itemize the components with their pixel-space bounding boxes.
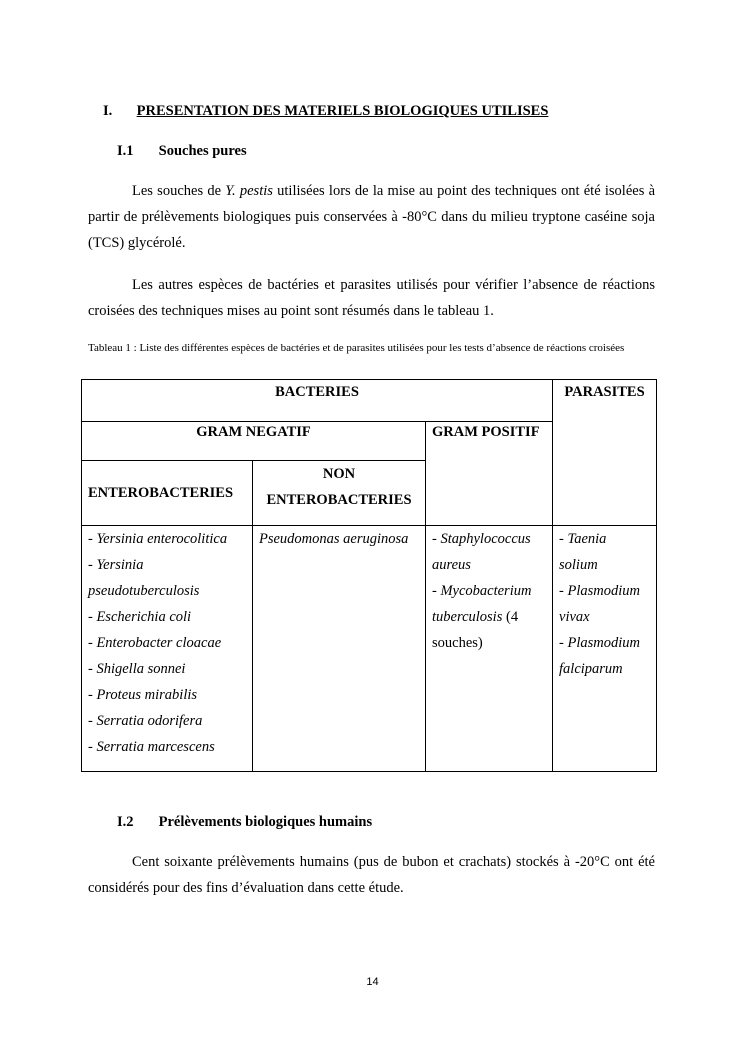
header-non-enterobacteries bbox=[253, 461, 426, 526]
list-item: - Serratia marcescens bbox=[88, 739, 215, 755]
subsection-1-title: Souches pures bbox=[158, 143, 247, 159]
list-item: - Plasmodium bbox=[559, 635, 640, 651]
section-title: PRESENTATION DES MATERIELS BIOLOGIQUES UTILISES bbox=[136, 103, 549, 119]
header-enterobacteries: ENTEROBACTERIES bbox=[82, 461, 253, 526]
header-non-enterobacteries-line2: ENTEROBACTERIES bbox=[266, 492, 412, 508]
paragraph-1 bbox=[88, 178, 655, 256]
header-non-enterobacteries-line1: NON bbox=[322, 466, 356, 482]
list-item: - Proteus mirabilis bbox=[88, 687, 198, 703]
parasites-list bbox=[553, 526, 657, 772]
list-item: - Shigella sonnei bbox=[88, 661, 186, 677]
list-item: aureus bbox=[432, 557, 471, 573]
list-item: pseudotuberculosis bbox=[88, 583, 200, 599]
subsection-2-title: Prélèvements biologiques humains bbox=[158, 814, 373, 830]
paragraph-1-part2: utilisées lors de la mise au point des techniques ont été isolées à partir de prélèvements biologiques puis conservées à -80°C dans du milieu tryptone caséine soja (TCS) glycérolé. bbox=[88, 183, 656, 251]
list-item: - Staphylococcus bbox=[432, 531, 531, 547]
table-caption: Tableau 1 : Liste des différentes espèces de bactéries et de parasites utilisées pour les tests d’absence de réactions croisées bbox=[88, 342, 625, 354]
species-table bbox=[81, 379, 657, 772]
non-enterobacteries-list bbox=[253, 526, 426, 772]
paragraph-2 bbox=[88, 272, 655, 324]
subsection-heading-1 bbox=[117, 143, 247, 160]
paragraph-3 bbox=[88, 849, 655, 901]
list-item bbox=[432, 604, 546, 630]
list-item: falciparum bbox=[559, 661, 623, 677]
list-item: Pseudomonas aeruginosa bbox=[259, 531, 409, 547]
section-heading bbox=[103, 103, 548, 120]
list-item: - Mycobacterium bbox=[432, 583, 532, 599]
paragraph-3-text: Cent soixante prélèvements humains (pus de bubon et crachats) stockés à -20°C ont été considérés pour des fins d’évaluation dans cette étude. bbox=[88, 854, 655, 896]
list-item: - Enterobacter cloacae bbox=[88, 635, 222, 651]
species-name: Y. pestis bbox=[225, 183, 273, 199]
paragraph-1-part1: Les souches de bbox=[132, 183, 226, 199]
subsection-2-number: I.2 bbox=[117, 814, 134, 830]
section-number: I. bbox=[103, 103, 113, 119]
page-number: 14 bbox=[366, 976, 379, 988]
list-item: - Escherichia coli bbox=[88, 609, 192, 625]
subsection-heading-2 bbox=[117, 814, 372, 831]
list-item: - Yersinia enterocolitica bbox=[88, 531, 228, 547]
paragraph-2-text: Les autres espèces de bactéries et parasites utilisés pour vérifier l’absence de réactions croisées des techniques mises au point sont résumés dans le tableau 1. bbox=[88, 277, 655, 319]
list-item-italic: tuberculosis bbox=[432, 609, 503, 625]
header-gram-negatif: GRAM NEGATIF bbox=[82, 422, 426, 461]
gram-positif-list bbox=[426, 526, 553, 772]
enterobacteries-list bbox=[82, 526, 253, 772]
list-item: - Yersinia bbox=[88, 557, 144, 573]
list-item: - Taenia bbox=[559, 531, 607, 547]
subsection-1-number: I.1 bbox=[117, 143, 134, 159]
list-item: - Serratia odorifera bbox=[88, 713, 203, 729]
header-parasites: PARASITES bbox=[553, 380, 657, 526]
header-gram-positif: GRAM POSITIF bbox=[426, 422, 553, 526]
header-bacteries: BACTERIES bbox=[82, 380, 553, 422]
list-item: solium bbox=[559, 557, 598, 573]
list-item: - Plasmodium bbox=[559, 583, 640, 599]
list-item: vivax bbox=[559, 609, 590, 625]
list-item: souches) bbox=[432, 635, 483, 651]
list-item-rest: (4 bbox=[502, 609, 519, 625]
